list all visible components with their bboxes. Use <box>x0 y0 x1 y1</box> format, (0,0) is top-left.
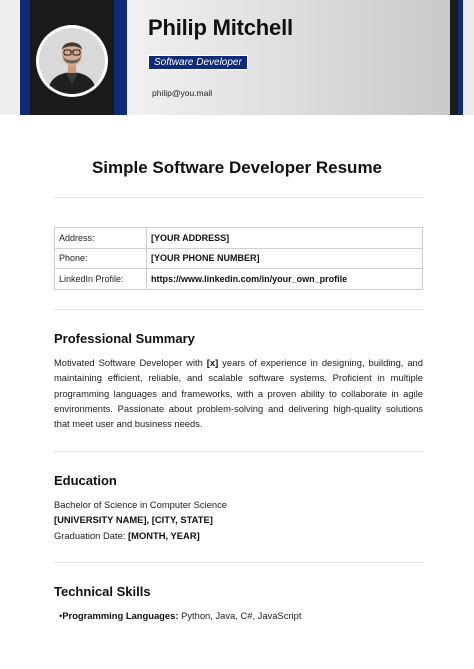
linkedin-label: LinkedIn Profile: <box>55 269 147 290</box>
graduation-value: [MONTH, YEAR] <box>128 530 200 541</box>
skill-label: Programming Languages: <box>62 610 179 621</box>
table-row <box>55 269 423 290</box>
graduation-label: Graduation Date: <box>54 530 129 541</box>
contact-table <box>54 227 423 290</box>
university-value: [UNIVERSITY NAME], [CITY, STATE] <box>54 514 213 525</box>
skill-value: Python, Java, C#, JavaScript <box>178 610 302 621</box>
table-row <box>55 228 423 249</box>
header-left-margin <box>0 0 20 115</box>
phone-label: Phone: <box>55 248 147 269</box>
table-row <box>55 248 423 269</box>
summary-paragraph <box>54 355 423 431</box>
summary-text-end: years of experience in designing, building, and maintaining efficient, reliable, and scalable software systems. Proficient in multiple programming languages and frameworks, with a proven ability to collaborate in agile environments. Passionate about problem-solving and delivering high-quality solutions that meet user and business needs. <box>54 357 423 430</box>
divider <box>54 451 424 452</box>
university-text <box>54 514 213 525</box>
divider <box>54 197 424 198</box>
linkedin-value: https://www.linkedin.com/in/your_own_profile <box>147 269 423 290</box>
summary-text-start: Motivated Software Developer with <box>54 357 207 368</box>
summary-heading: Professional Summary <box>54 331 195 346</box>
role-badge: Software Developer <box>148 55 248 70</box>
document-title: Simple Software Developer Resume <box>91 158 383 177</box>
education-heading: Education <box>54 473 117 488</box>
candidate-name: Philip Mitchell <box>148 15 293 40</box>
skills-heading: Technical Skills <box>54 584 151 599</box>
header-right-dark-stripe <box>450 0 458 115</box>
list-item <box>59 610 301 621</box>
header-right-margin <box>463 0 474 115</box>
bullet-glyph: • <box>59 610 63 621</box>
summary-years: [x] <box>206 357 219 368</box>
divider <box>54 309 424 310</box>
address-label: Address: <box>55 228 147 249</box>
address-value: [YOUR ADDRESS] <box>147 228 423 249</box>
avatar <box>36 25 108 97</box>
phone-value: [YOUR PHONE NUMBER] <box>147 248 423 269</box>
resume-header <box>0 0 474 115</box>
portrait-photo-icon <box>39 28 105 94</box>
divider <box>54 562 424 563</box>
graduation-line <box>54 530 200 541</box>
email-text: philip@you.mail <box>152 88 213 98</box>
degree-text: Bachelor of Science in Computer Science <box>54 499 228 510</box>
